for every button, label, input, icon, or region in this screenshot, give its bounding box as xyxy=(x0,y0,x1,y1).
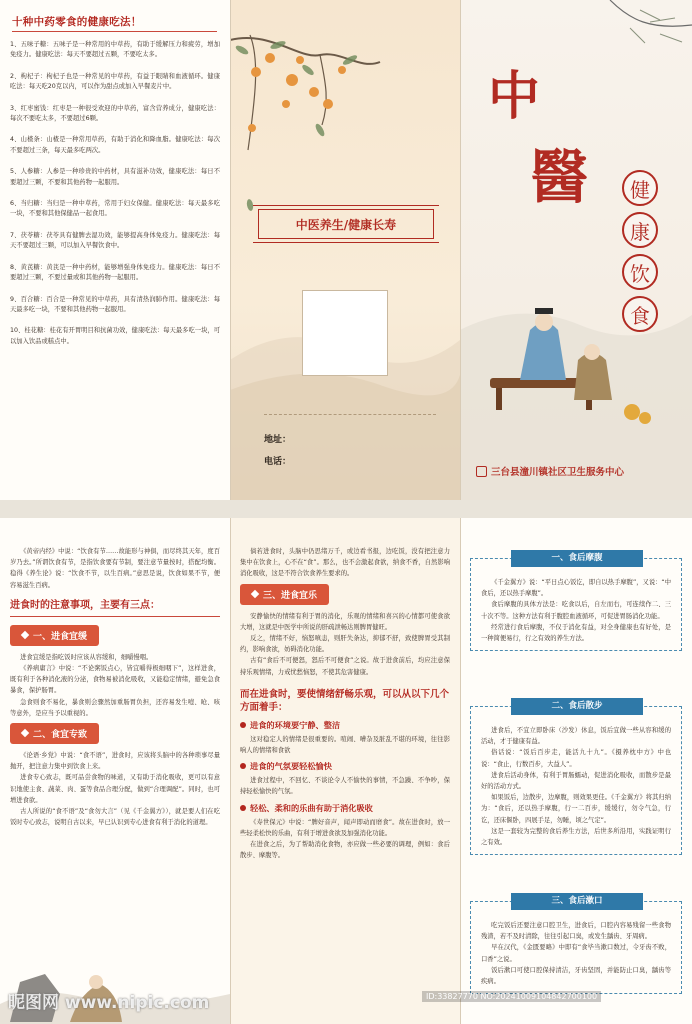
paragraph: 安静愉快的情绪有利于胃的消化，乐观的情绪和喜兴的心情都可使食欲大增，这就是中医学中所说的肝疏泄畅达则脾胃健旺。 xyxy=(240,612,450,631)
cover-char-yi: 醫 xyxy=(530,143,587,211)
paragraph: 进食后，不宜立即卧床（沙发）休息，饭后宜做一些从容和缓的活动，才于健康有益。 xyxy=(481,727,671,746)
paragraph: 食后摩腹的具体方法是：吃食以后，自左而右，可连续作二、三十次不等。这种方法有利于腹腔血液循环，可促进胃肠消化功能。 xyxy=(481,601,671,620)
organization-name: 三台县潼川镇社区卫生服务中心 xyxy=(491,467,625,478)
paragraph: 倘若进食时，头脑中仍思绪万千，或边看书报，边吃饭，没有把注意力集中在饮食上，心不在“食”。那么，也不会激起食欲，纳食不香，自然影响消化吸收，这是不符合饮食养生要求的。 xyxy=(240,548,450,578)
fold-line xyxy=(460,518,461,1024)
paragraph: 《论语·乡党》中说：“食不语”，进食时，应该将头脑中的各种琐事尽量抛开，把注意力集中到饮食上来。 xyxy=(10,752,220,771)
paragraph: 《寿世保元》中说：“脾好音声，闻声即动而磨食”。故在进食时，放一些轻柔松快的乐曲，有利于增进食欲及加强消化功能。 xyxy=(240,818,450,837)
subheading: 进食的环境要宁静、整洁 xyxy=(240,720,450,731)
paragraph: 经常进行食后摩腹，不仅于消化有益，对全身健康也有好处，是一种简便易行，行之有效的养生方法。 xyxy=(481,623,671,643)
paragraph: 进食过程中，不回忆、不谈论令人不愉快的事情，不急躁、不争吵，保持轻松愉快的气氛。 xyxy=(240,777,450,796)
subheading: 轻松、柔和的乐曲有助于消化吸收 xyxy=(240,803,450,814)
herb-item: 8、黄芪糖：黄芪是一种中药材，能够增强身体免疫力。健康吃法：每日不要超过三颗，不要过量或和其他药物一起服用。 xyxy=(10,263,220,282)
after-meal-walk-box xyxy=(470,701,682,855)
image-id-watermark: ID:33827770 NO:20241009104842700100 xyxy=(422,991,601,1002)
persimmon-branch-illustration xyxy=(230,0,460,500)
brochure-inside xyxy=(0,518,692,1024)
inside-left-panel xyxy=(0,518,230,1024)
tag-focus-eating: 二、食宜专致 xyxy=(10,723,99,744)
paragraph: 《养病庸言》中说：“不论粥饭点心，皆宜嚼得极细咽下”，这样进食，既有利于各种消化液的分泌，食物易被消化吸收，又能稳定情绪，避免急食暴食，保护肠胃。 xyxy=(10,665,220,695)
fold-line xyxy=(230,518,231,1024)
paragraph: 吃完饭后还要注意口腔卫生，进食后，口腔内容易残留一些食物残渣，若不及时清除，往往引起口臭，或发生龋齿、牙周病。 xyxy=(481,922,671,941)
phone-label: 电话： xyxy=(264,457,292,467)
paragraph: 这对稳定人的情绪是很重要的。喧闹、嘈杂及脏乱不堪的环境，往往影响人的情绪和食欲 xyxy=(240,735,450,755)
paragraph: 在进食之后，为了帮助消化食物，亦应做一些必要的调理，例如：食后散步、摩腹等。 xyxy=(240,841,450,860)
back-cover-panel xyxy=(230,0,460,500)
herb-item: 2、枸杞子：枸杞子也是一种常见的中草药，有益于眼睛和血液循环。健康吃法：每天吃20克以内，可以作为甜点或加入早餐麦片中。 xyxy=(10,72,220,91)
address-label: 地址： xyxy=(264,435,292,445)
inside-middle-panel xyxy=(230,518,460,1024)
mood-title: 而在进食时，要使情绪舒畅乐观，可以从以下几个方面着手： xyxy=(240,688,450,713)
tag-eat-happily: 三、进食宜乐 xyxy=(240,584,329,605)
herb-item: 5、人参糖：人参是一种珍贵的中药材，具有滋补功效，健康吃法：每日不要超过三颗，不要和其他药物一起服用。 xyxy=(10,168,220,186)
herb-item: 1、五味子糖：五味子是一种常用的中草药，有助于缓解压力和疲劳，增加免疫力。健康吃法：每天不要超过五颗，不要吃太多。 xyxy=(10,41,220,59)
site-watermark: 昵图网 www.nipic.com xyxy=(8,993,210,1013)
paragraph: 急食则食不易化，暴食则会骤然加重肠胃负担，还容易发生噎、呛、咳等意外，是应当予以重视的。 xyxy=(10,698,220,717)
qr-code-placeholder xyxy=(302,290,388,376)
notice-title: 进食时的注意事项，主要有三点： xyxy=(10,599,160,611)
herb-item: 7、茯苓糖：茯苓具有健脾去湿功效，能够提高身体免疫力。健康吃法：每天不要超过三颗，可以加入早餐饮食中。 xyxy=(10,231,220,250)
paragraph: 反之，情绪不好，恼怒嗔恚，则肝失条达，抑郁不舒，致使脾胃受其制约，影响食欲，妨碍消化功能。 xyxy=(240,635,450,654)
paragraph: 古有“食后不可便怒，怒后不可便食”之说。故于进食前后，均应注意保持乐观情绪，力戒忧愁恼怒，不使其危害健康。 xyxy=(240,657,450,676)
box-title: 一、食后摩腹 xyxy=(511,550,643,567)
herb-list-title: 十种中药零食的健康吃法！ xyxy=(12,16,142,28)
badge-yin: 饮 xyxy=(622,254,658,290)
divider-dotted xyxy=(264,414,436,415)
herb-item: 10、桂花糖：桂花有开胃明目和抗菌功效，健康吃法：每天最多吃一块，可以加入饮品或糕点中。 xyxy=(10,327,220,345)
slogan-text: 中医养生/健康长寿 xyxy=(295,217,397,232)
box-title: 二、食后散步 xyxy=(511,698,643,715)
herb-item: 3、红枣蜜饯：红枣是一种很受欢迎的中草药，富含营养成分，健康吃法：每次不要吃太多，不要超过6颗。 xyxy=(10,104,220,123)
herb-item: 6、当归糖：当归是一种中草药，常用于妇女保健。健康吃法：每天最多吃一块，不要和其他保健品一起食用。 xyxy=(10,200,220,218)
slogan-frame xyxy=(258,209,434,239)
badge-jian: 健 xyxy=(622,170,658,206)
title-divider xyxy=(10,616,220,617)
paragraph: 进食宜缓是指吃饭时应该从容缓和，细嚼慢咽。 xyxy=(20,653,153,661)
herb-item: 4、山楂条：山楂是一种常用草药，有助于消化和降血脂。健康吃法：每次不要超过三条，每天最多吃两次。 xyxy=(10,136,220,154)
paragraph: 进食专心致志，既可品尝食物的味道，又有助于消化吸收，更可以有意识地使主食、蔬菜、肉、蛋等食品合理分配，做到“合理调配”。同时，也可增进食欲。 xyxy=(10,774,220,804)
organization-line xyxy=(476,464,624,478)
paragraph: 进食后活动身体，有利于胃肠蠕动，促进消化吸收，而散步是最好的活动方式。 xyxy=(481,771,671,791)
brochure-outside xyxy=(0,0,692,500)
paragraph: 饭后漱口可使口腔保持清洁，牙齿坚固，并能防止口臭，龋齿等疾病。 xyxy=(481,966,671,986)
herb-item: 9、百合糖：百合是一种常见的中草药，具有清热润肺作用。健康吃法：每天最多吃一块，不要和其他药物一起服用。 xyxy=(10,295,220,313)
herb-list-panel xyxy=(0,0,230,500)
paragraph: 这是一套较为完整的食后养生方法，后世多所沿用，实践证明行之有效。 xyxy=(481,827,671,847)
paragraph: 俗话说：“饭后百步走，能活九十九”。《摄养枕中方》中也说：“食止，行数百步，大益人”。 xyxy=(481,749,671,768)
hospital-logo-icon xyxy=(476,466,487,477)
badge-kang: 康 xyxy=(622,212,658,248)
intro-paragraph: 《黄帝内经》中说：“饮食有节……故能形与神俱，而尽终其天年，度百岁乃去。”所谓饮食有节，是指饮食要有节制，要注意节量按时，搭配均衡。稳得《养生论》说：“饮食不节，以生百病。”意思是说，饮食如果不节，便容易滋生百病。 xyxy=(10,548,220,589)
cover-char-zhong: 中 xyxy=(488,66,539,127)
tag-eat-slowly: 一、进食宜缓 xyxy=(10,625,99,646)
subheading: 进食的气氛要轻松愉快 xyxy=(240,761,450,772)
paragraph: 如果饭后，边散步，边摩腹，则效果更佳。《千金翼方》将其归纳为：“食后，还以热手摩腹，行一二百步，缓缓行，勿令气急，行讫，还床偃卧，四展手足，勿睡，顷之气定”。 xyxy=(481,794,671,824)
title-divider xyxy=(12,31,217,32)
paragraph: 早在汉代，《金匮要略》中即有“食毕当漱口数过，令牙齿不败，口香”之说。 xyxy=(481,944,671,963)
after-meal-rinse-box xyxy=(470,896,682,994)
paragraph: 《千金翼方》说：“平日点心饭讫，即自以热手摩腹”，又说：“中食后，还以热手摩腹”。 xyxy=(481,579,671,598)
fold-line xyxy=(460,0,461,500)
after-meal-massage-box xyxy=(470,553,682,651)
fold-line xyxy=(230,0,231,500)
herb-list xyxy=(10,40,220,358)
box-title: 三、食后漱口 xyxy=(511,893,643,910)
paragraph: 古人所说的“食不语”及“食勿大言”（见《千金翼方》），就是要人们在吃饭时专心致志，说明自古以来，早已认识到专心进食有利于消化的道理。 xyxy=(10,808,220,827)
badge-shi: 食 xyxy=(622,296,658,332)
